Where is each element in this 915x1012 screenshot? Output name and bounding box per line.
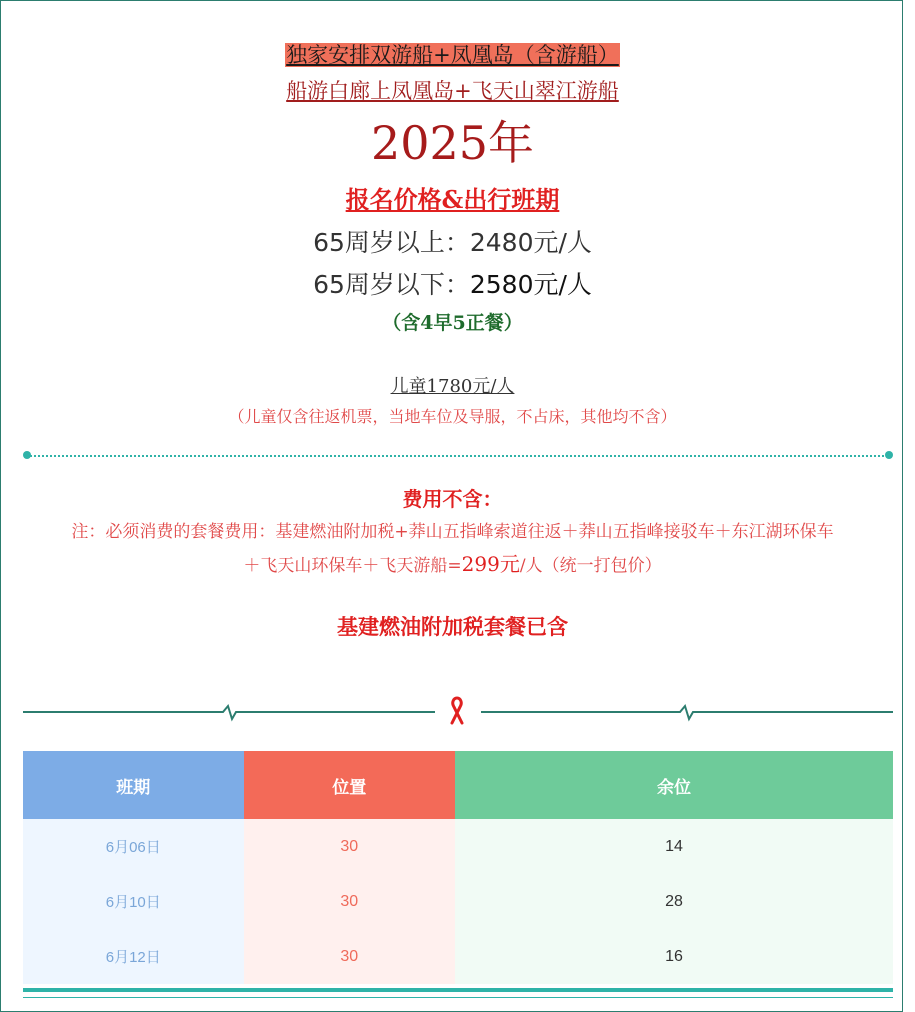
headline-route: 船游白廊上凤凰岛+飞天山翠江游船	[286, 79, 619, 103]
bottom-rule-thick	[23, 988, 893, 992]
header-remaining: 余位	[455, 751, 893, 819]
fees-line-2-post: /人（统一打包价）	[519, 556, 662, 576]
headline-exclusive	[1, 41, 904, 69]
cell-seats: 30	[244, 819, 456, 874]
cell-date: 6月12日	[23, 929, 244, 984]
price-under-65-label: 65周岁以下：	[313, 270, 470, 299]
child-price: 儿童1780元/人	[390, 376, 515, 397]
table-row	[23, 929, 893, 984]
headline-exclusive-text: 独家安排双游船+凤凰岛（含游船）	[286, 43, 619, 67]
heartbeat-divider	[23, 691, 893, 731]
dotted-divider	[27, 455, 888, 457]
bottom-rule-thin	[23, 997, 893, 998]
fees-line-2	[1, 551, 904, 579]
price-over-65	[1, 226, 904, 260]
cell-seats: 30	[244, 874, 456, 929]
year-title: 2025年	[370, 116, 535, 170]
tax-included-note: 基建燃油附加税套餐已含	[337, 614, 568, 639]
price-under-65-value: 2580元/人	[469, 270, 592, 299]
cell-remaining: 16	[455, 929, 893, 984]
meals-note: （含4早5正餐）	[382, 312, 523, 334]
fees-line-2-amount: 299元	[461, 552, 520, 576]
header-seats: 位置	[244, 751, 456, 819]
table-row	[23, 819, 893, 874]
fees-line-1: 注：必须消费的套餐费用：基建燃油附加税+莽山五指峰索道往返＋莽山五指峰接驳车＋东江湖环保车	[71, 522, 834, 542]
cell-date: 6月06日	[23, 819, 244, 874]
price-schedule-subtitle: 报名价格&出行班期	[345, 185, 560, 214]
dotline-right-dot	[885, 451, 893, 459]
header-date: 班期	[23, 751, 244, 819]
cell-seats: 30	[244, 929, 456, 984]
fees-excluded-title: 费用不含：	[402, 487, 503, 511]
price-under-65	[1, 268, 904, 302]
price-over-65-value: 2480元/人	[469, 228, 592, 257]
child-price-note: （儿童仅含往返机票，当地车位及导服，不占床，其他均不含）	[228, 407, 677, 426]
cell-remaining: 14	[455, 819, 893, 874]
schedule-table	[23, 751, 893, 984]
cell-date: 6月10日	[23, 874, 244, 929]
ribbon-icon	[452, 698, 462, 723]
table-row	[23, 874, 893, 929]
cell-remaining: 28	[455, 874, 893, 929]
fees-line-2-pre: ＋飞天山环保车＋飞天游船=	[243, 556, 462, 576]
schedule-header-row	[23, 751, 893, 819]
price-over-65-label: 65周岁以上：	[313, 228, 470, 257]
